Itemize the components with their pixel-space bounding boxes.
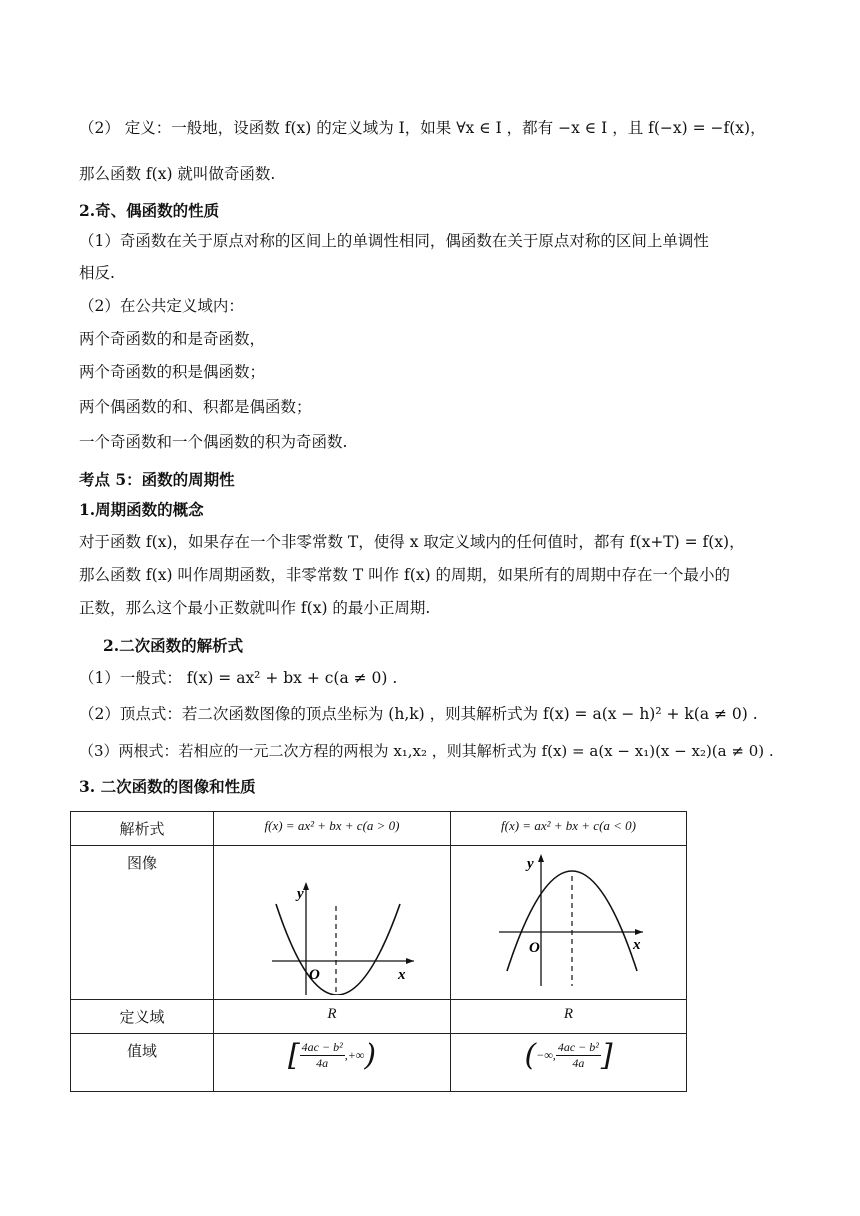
range-negative-head: −∞, — [536, 1047, 556, 1062]
right-paren: ) — [364, 1038, 377, 1073]
y-axis-label: y — [527, 856, 534, 872]
property-2: （2）在公共定义域内： — [79, 297, 244, 315]
origin-label: O — [529, 940, 540, 956]
range-positive-numerator: 4ac − b² — [301, 1040, 343, 1054]
range-negative-a — [451, 1034, 686, 1073]
table-cell — [214, 1000, 451, 1034]
range-positive-tail: ,+∞ — [344, 1047, 365, 1062]
range-negative-denominator: 4a — [572, 1056, 585, 1070]
x-axis-label: x — [398, 967, 406, 983]
table-cell — [214, 1034, 451, 1092]
parabola-curve — [276, 904, 400, 995]
table-cell — [451, 846, 687, 1000]
y-axis-arrow — [538, 854, 544, 862]
upward-parabola-graph — [214, 846, 450, 995]
periodic-line1: 对于函数 f(x)，如果存在一个非零常数 T，使得 x 取定义域内的任何值时，都有 f(x+T) = f(x)， — [79, 533, 745, 551]
header-positive-a: f(x) = ax² + bx + c(a > 0) — [264, 818, 400, 833]
origin-label: O — [309, 967, 320, 983]
row-label-range: 值域 — [126, 1042, 157, 1060]
property-3: 两个奇函数的和是奇函数， — [79, 330, 266, 348]
right-bracket: ] — [600, 1038, 613, 1073]
quadratic-vertex-form: （2）顶点式：若二次函数图像的顶点坐标为 (h,k) ，则其解析式为 f(x) = a(x − h)² + k(a ≠ 0) . — [79, 705, 758, 723]
row-label-graph: 图像 — [126, 854, 157, 872]
table-cell — [214, 812, 451, 846]
table-row — [71, 1000, 687, 1034]
odd-definition-line1: （2） 定义：一般地，设函数 f(x) 的定义域为 I，如果 ∀x ∈ I ，都有 −x ∈ I ，且 f(−x) = −f(x)， — [79, 119, 766, 137]
section-heading-periodic-concept: 1.周期函数的概念 — [79, 500, 204, 519]
periodic-line2: 那么函数 f(x) 叫作周期函数，非零常数 T 叫作 f(x) 的周期，如果所有的周期中存在一个最小的 — [79, 566, 731, 584]
table-cell — [451, 1000, 687, 1034]
odd-definition-line2: 那么函数 f(x) 就叫做奇函数. — [79, 165, 276, 183]
property-4: 两个奇函数的积是偶函数； — [79, 363, 266, 381]
section-heading-quadratic-forms: 2.二次函数的解析式 — [103, 636, 244, 655]
table-cell — [71, 846, 214, 1000]
y-axis-arrow — [303, 882, 309, 890]
left-paren: ( — [524, 1038, 537, 1073]
section-heading-quadratic-graph-table: 3. 二次函数的图像和性质 — [79, 777, 256, 796]
downward-parabola-graph — [451, 846, 686, 995]
header-expression: 解析式 — [119, 820, 165, 838]
x-axis-arrow — [635, 929, 643, 935]
range-positive-a — [214, 1034, 450, 1073]
quadratic-properties-table — [70, 811, 687, 1092]
domain-negative-a: R — [563, 1006, 574, 1022]
row-label-domain: 定义域 — [119, 1008, 165, 1026]
table-cell — [214, 846, 451, 1000]
range-negative-numerator: 4ac − b² — [557, 1040, 599, 1054]
property-6: 一个奇函数和一个偶函数的积为奇函数. — [79, 433, 348, 451]
property-5: 两个偶函数的和、积都是偶函数； — [79, 398, 312, 416]
section-heading-kaodian-5: 考点 5：函数的周期性 — [79, 470, 235, 489]
table-cell — [71, 1034, 214, 1092]
table-cell — [451, 1034, 687, 1092]
y-axis-label: y — [297, 886, 304, 902]
section-heading-odd-even-properties: 2.奇、偶函数的性质 — [79, 201, 220, 220]
quadratic-general-form: （1）一般式： f(x) = ax² + bx + c(a ≠ 0) . — [79, 669, 398, 687]
header-negative-a: f(x) = ax² + bx + c(a < 0) — [501, 818, 636, 833]
table-cell — [71, 812, 214, 846]
property-1a: （1）奇函数在关于原点对称的区间上的单调性相同，偶函数在关于原点对称的区间上单调性 — [79, 232, 709, 250]
domain-positive-a: R — [327, 1006, 337, 1022]
table-cell — [71, 1000, 214, 1034]
x-axis-label: x — [633, 937, 641, 953]
table-row — [71, 812, 687, 846]
property-1b: 相反. — [79, 264, 115, 282]
table-cell — [451, 812, 687, 846]
table-row — [71, 846, 687, 1000]
x-axis-arrow — [406, 958, 414, 964]
range-positive-denominator: 4a — [316, 1056, 329, 1070]
left-bracket: [ — [287, 1038, 300, 1073]
table-row — [71, 1034, 687, 1092]
quadratic-root-form: （3）两根式：若相应的一元二次方程的两根为 x₁,x₂ ，则其解析式为 f(x) = a(x − x₁)(x − x₂)(a ≠ 0) . — [79, 742, 774, 760]
periodic-line3: 正数，那么这个最小正数就叫作 f(x) 的最小正周期. — [79, 599, 431, 617]
